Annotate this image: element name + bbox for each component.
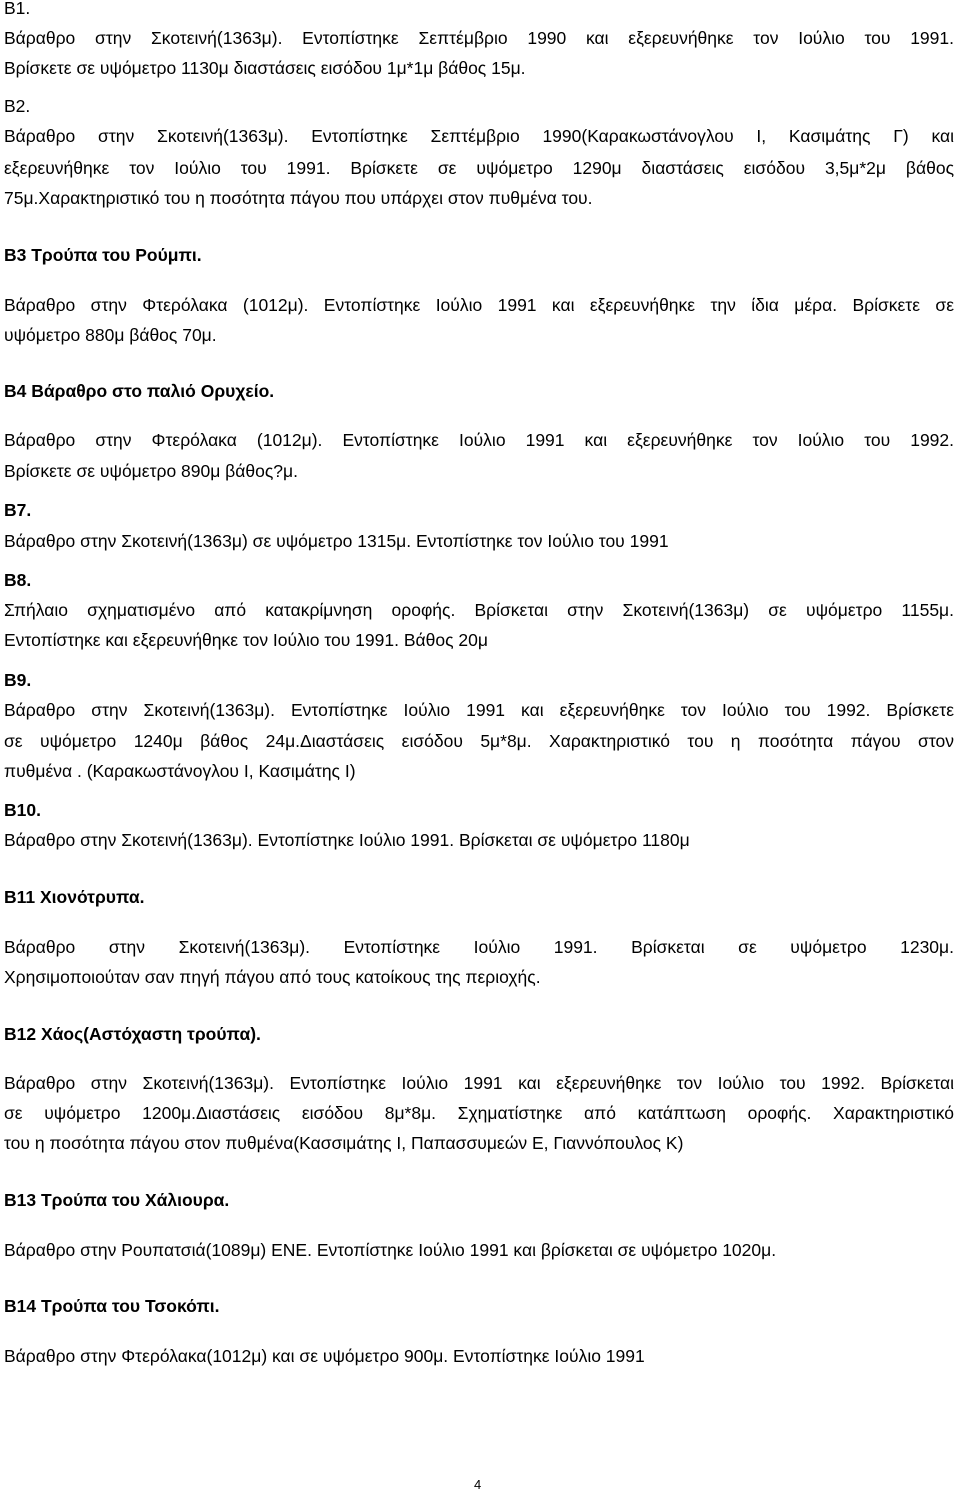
entry-text-b2-line2: εξερευνήθηκε τον Ιούλιο του 1991. Βρίσκετε σε υψόμετρο 1290μ διαστάσεις εισόδου 3,5μ*2μ βάθος: [4, 158, 954, 178]
entry-text-b1-line2: Βρίσκετε σε υψόμετρο 1130μ διαστάσεις εισόδου 1μ*1μ βάθος 15μ.: [4, 58, 526, 78]
entry-heading-b11: Β11 Χιονότρυπα.: [4, 887, 145, 907]
entry-heading-b3: Β3 Τρούπα του Ρούμπι.: [4, 245, 202, 265]
entry-text-b8-line1: Σπήλαιο σχηματισμένο από κατακρίμνηση οροφής. Βρίσκεται στην Σκοτεινή(1363μ) σε υψόμετρο 1155μ.: [4, 600, 954, 620]
entry-text-b12-line1: Βάραθρο στην Σκοτεινή(1363μ). Εντοπίστηκε Ιούλιο 1991 και εξερευνήθηκε τον Ιούλιο του 1992. Βρίσκεται: [4, 1073, 954, 1093]
entry-text-b9-line1: Βάραθρο στην Σκοτεινή(1363μ). Εντοπίστηκε Ιούλιο 1991 και εξερευνήθηκε τον Ιούλιο του 1992. Βρίσκετε: [4, 700, 954, 720]
page-number: 4: [474, 1477, 482, 1492]
entry-text-b3-line1: Βάραθρο στην Φτερόλακα (1012μ). Εντοπίστηκε Ιούλιο 1991 και εξερευνήθηκε την ίδια μέρα. Βρίσκετε σε: [4, 295, 954, 315]
entry-text-b10-line1: Βάραθρο στην Σκοτεινή(1363μ). Εντοπίστηκε Ιούλιο 1991. Βρίσκεται σε υψόμετρο 1180μ: [4, 830, 690, 850]
entry-text-b11-line2: Χρησιμοποιούταν σαν πηγή πάγου από τους κατοίκους της περιοχής.: [4, 967, 541, 987]
entry-text-b4-line2: Βρίσκετε σε υψόμετρο 890μ βάθος?μ.: [4, 461, 298, 481]
entry-text-b3-line2: υψόμετρο 880μ βάθος 70μ.: [4, 325, 217, 345]
entry-text-b12-line3: του η ποσότητα πάγου στον πυθμένα(Κασσιμάτης Ι, Παπασσυμεών Ε, Γιαννόπουλος Κ): [4, 1133, 684, 1153]
entry-heading-b10: Β10.: [4, 800, 41, 820]
entry-text-b4-line1: Βάραθρο στην Φτερόλακα (1012μ). Εντοπίστηκε Ιούλιο 1991 και εξερευνήθηκε τον Ιούλιο του 1992.: [4, 430, 954, 450]
entry-heading-b7: Β7.: [4, 500, 32, 520]
entry-heading-b8: Β8.: [4, 570, 32, 590]
entry-text-b7-line1: Βάραθρο στην Σκοτεινή(1363μ) σε υψόμετρο 1315μ. Εντοπίστηκε τον Ιούλιο του 1991: [4, 531, 669, 551]
entry-heading-b4: Β4 Βάραθρο στο παλιό Ορυχείο.: [4, 381, 275, 401]
entry-heading-b12: Β12 Χάος(Αστόχαστη τρούπα).: [4, 1024, 261, 1044]
entry-text-b13-line1: Βάραθρο στην Ρουπατσιά(1089μ) ΕΝΕ. Εντοπίστηκε Ιούλιο 1991 και βρίσκεται σε υψόμετρο 1020μ.: [4, 1240, 777, 1260]
entry-text-b1-line1: Βάραθρο στην Σκοτεινή(1363μ). Εντοπίστηκε Σεπτέμβριο 1990 και εξερευνήθηκε τον Ιούλιο του 1991.: [4, 28, 954, 48]
entry-heading-b14: Β14 Τρούπα του Τσοκόπι.: [4, 1296, 220, 1316]
entry-heading-b9: Β9.: [4, 670, 32, 690]
entry-heading-b2: Β2.: [4, 96, 31, 116]
entry-text-b8-line2: Εντοπίστηκε και εξερευνήθηκε τον Ιούλιο του 1991. Βάθος 20μ: [4, 630, 488, 650]
entry-text-b11-line1: Βάραθρο στην Σκοτεινή(1363μ). Εντοπίστηκε Ιούλιο 1991. Βρίσκεται σε υψόμετρο 1230μ.: [4, 937, 954, 957]
entry-text-b9-line2: σε υψόμετρο 1240μ βάθος 24μ.Διαστάσεις εισόδου 5μ*8μ. Χαρακτηριστικό του η ποσότητα πάγου στον: [4, 731, 954, 751]
entry-heading-b1: Β1.: [4, 0, 31, 18]
entry-text-b14-line1: Βάραθρο στην Φτερόλακα(1012μ) και σε υψόμετρο 900μ. Εντοπίστηκε Ιούλιο 1991: [4, 1346, 645, 1366]
entry-text-b9-line3: πυθμένα . (Καρακωστάνογλου Ι, Κασιμάτης Ι): [4, 761, 356, 781]
entry-text-b12-line2: σε υψόμετρο 1200μ.Διαστάσεις εισόδου 8μ*8μ. Σχηματίστηκε από κατάπτωση οροφής. Χαρακτηριστικό: [4, 1103, 954, 1123]
entry-text-b2-line3: 75μ.Χαρακτηριστικό του η ποσότητα πάγου που υπάρχει στον πυθμένα του.: [4, 188, 593, 208]
entry-text-b2-line1: Βάραθρο στην Σκοτεινή(1363μ). Εντοπίστηκε Σεπτέμβριο 1990(Καρακωστάνογλου Ι, Κασιμάτης Γ) και: [4, 126, 954, 146]
entry-heading-b13: Β13 Τρούπα του Χάλιουρα.: [4, 1190, 230, 1210]
